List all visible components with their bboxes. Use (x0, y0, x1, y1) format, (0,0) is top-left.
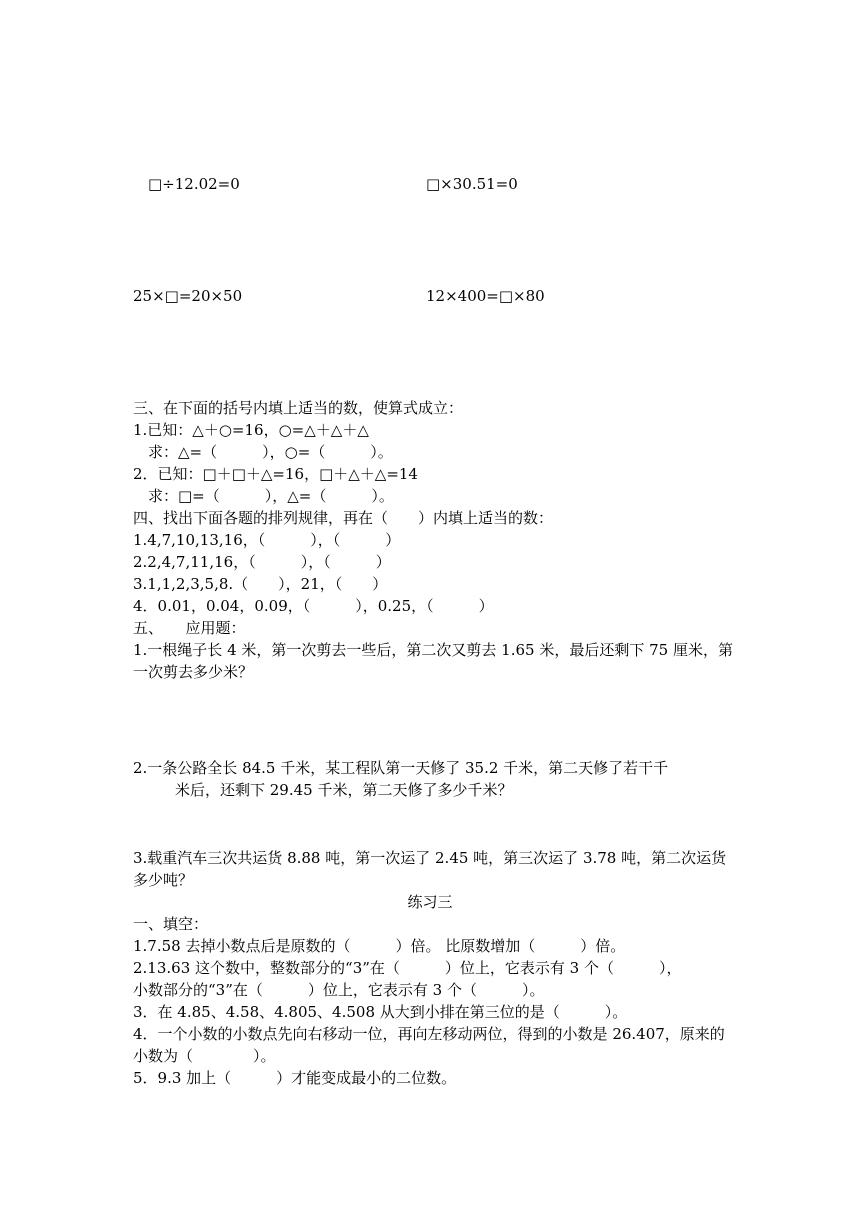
sequence-item-2: 2.2,4,7,11,16，（ ），（ ） (133, 553, 391, 571)
exercise-3-heading: 练习三 (407, 893, 453, 911)
section-4-title: 四、找出下面各题的排列规律，再在（ ）内填上适当的数： (133, 509, 554, 527)
fill-question-3: 3．在 4.85、4.58、4.805、4.508 从大到小排在第三位的是（ ）。 (133, 1003, 628, 1021)
exercise-3-section-1-title: 一、填空： (133, 915, 209, 933)
section-3-q2-given: 2．已知：□＋□＋△=16，□＋△＋△=14 (133, 465, 418, 483)
sequence-item-4: 4．0.01，0.04，0.09，（ ），0.25，（ ） (133, 597, 494, 615)
sequence-item-3: 3.1,1,2,3,5,8.（ ），21，（ ） (133, 575, 388, 593)
sequence-item-1: 1.4,7,10,13,16，（ ），（ ） (133, 531, 401, 549)
equation-3: 25×□=20×50 (133, 287, 243, 305)
section-3-q1-ask: 求：△=（ ），○=（ ）。 (148, 443, 393, 461)
word-problem-2-line-1: 2.一条公路全长 84.5 千米，某工程队第一天修了 35.2 千米，第二天修了若干千 (133, 759, 669, 777)
equation-4: 12×400=□×80 (426, 287, 545, 305)
equation-2: □×30.51=0 (426, 175, 518, 193)
section-3-title: 三、在下面的括号内填上适当的数，使算式成立： (133, 399, 464, 417)
word-problem-2-line-2: 米后，还剩下 29.45 千米，第二天修了多少千米？ (175, 781, 513, 799)
fill-question-2-line-1: 2.13.63 这个数中，整数部分的“3”在（ ）位上，它表示有 3 个（ ）， (133, 959, 682, 977)
fill-question-2-line-2: 小数部分的“3”在（ ）位上，它表示有 3 个（ ）。 (133, 981, 545, 999)
equation-1: □÷12.02=0 (148, 175, 240, 193)
fill-question-1: 1.7.58 去掉小数点后是原数的（ ）倍。 比原数增加（ ）倍。 (133, 937, 626, 955)
fill-question-5: 5．9.3 加上（ ）才能变成最小的二位数。 (133, 1069, 457, 1087)
fill-question-4: 4．一个小数的小数点先向右移动一位，再向左移动两位，得到的小数是 26.407，原来的小数为（ ）。 (133, 1025, 725, 1065)
section-3-q1-given: 1.已知：△＋○=16，○=△＋△＋△ (133, 421, 369, 439)
word-problem-1: 1.一根绳子长 4 米，第一次剪去一些后，第二次又剪去 1.65 米，最后还剩下 75 厘米，第一次剪去多少米？ (133, 641, 733, 681)
word-problem-3: 3.载重汽车三次共运货 8.88 吨，第一次运了 2.45 吨，第三次运了 3.78 吨，第二次运货多少吨？ (133, 849, 727, 889)
section-3-q2-ask: 求：□=（ ），△=（ ）。 (148, 487, 394, 505)
section-5-title: 五、 应用题： (133, 619, 246, 637)
